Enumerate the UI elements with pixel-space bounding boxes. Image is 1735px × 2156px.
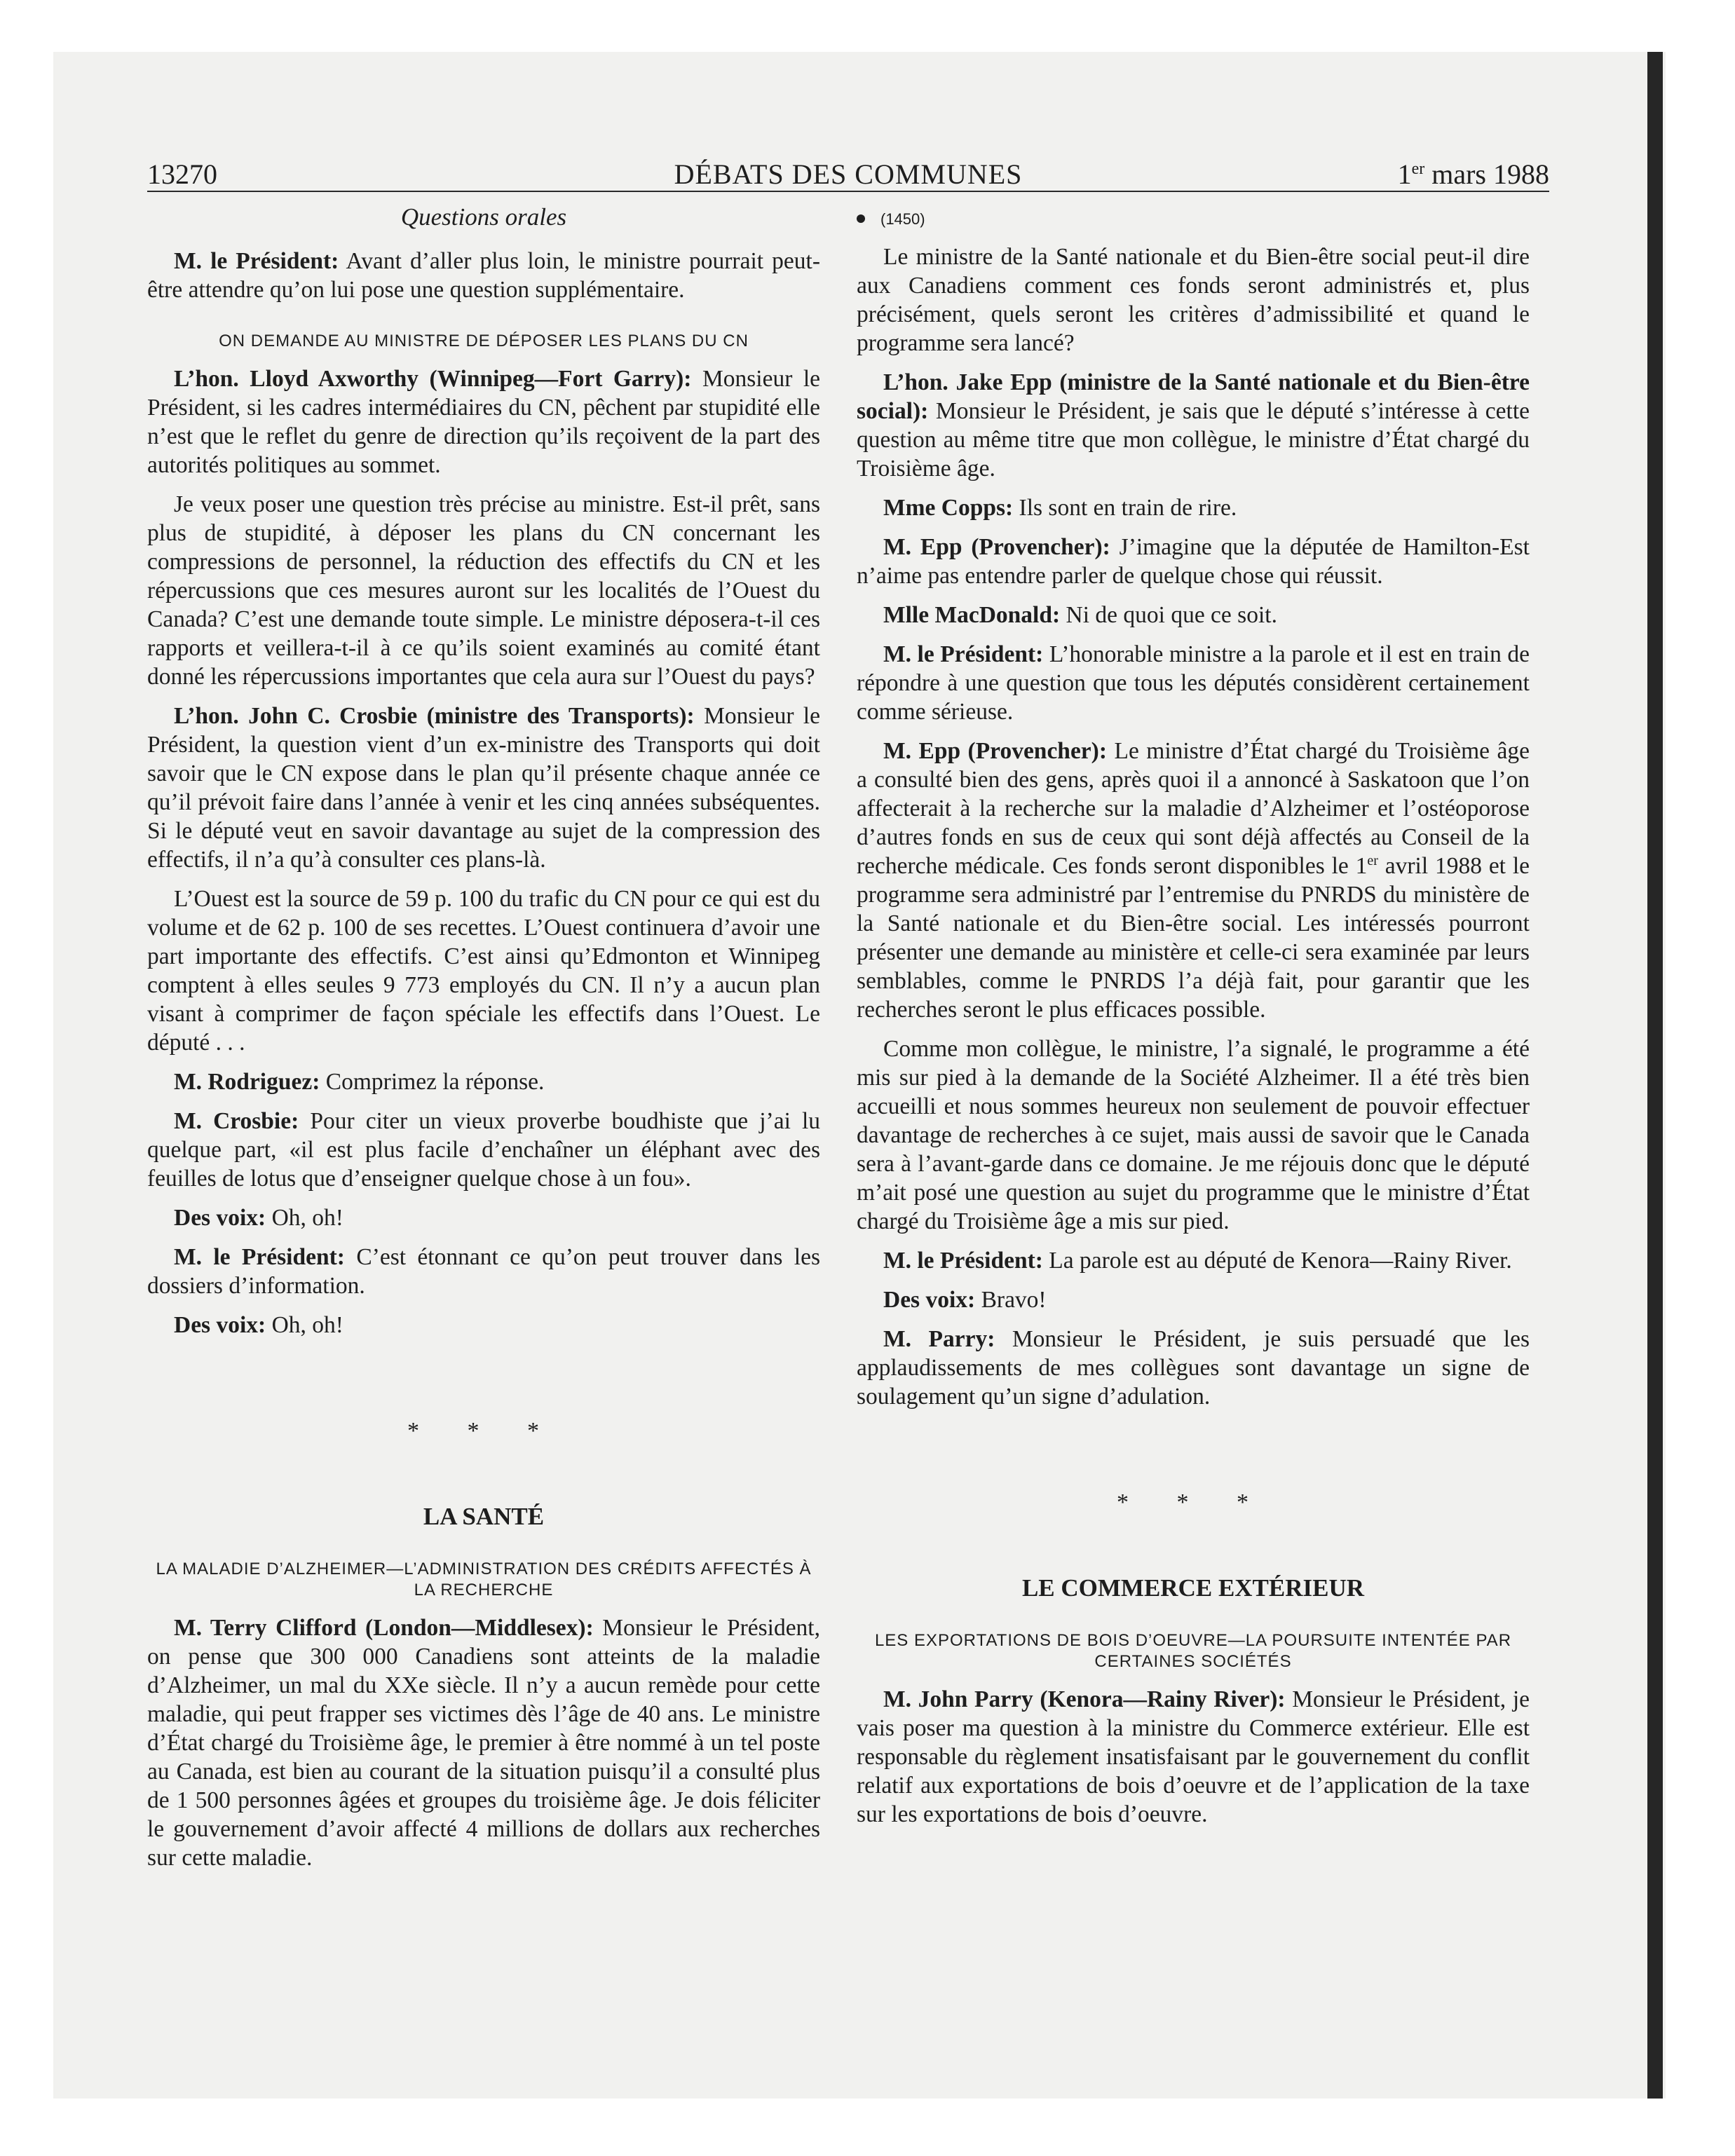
speech-paragraph: M. Terry Clifford (London—Middlesex): Monsieur le Président, on pense que 300 000 Canadiens sont atteints de la maladie d’Alzheimer, un mal du XXe siècle. Il n’y a aucun remède pour cette maladie, qui peut frapper ses victimes dès l’âge de 40 ans. Le ministre d’État chargé du Troisième âge, le premier à être nommé à un tel poste au Canada, est bien au courant de la situation puisqu’il a consulté plus de 1 500 personnes âgées et groupes du troisième âge. Je dois féliciter le gouvernement d’avoir affecté 4 millions de dollars aux recherches sur cette maladie. [147, 1615, 820, 1871]
speech-paragraph: M. le Président: Avant d’aller plus loin, le ministre pourrait peut-être attendre qu’on lui pose une question supplémentaire. [147, 248, 820, 303]
speech-paragraph: M. le Président: L’honorable ministre a la parole et il est en train de répondre à une question que tous les députés considèrent certainement comme sérieuse. [857, 641, 1530, 725]
page-date: 1er mars 1988 [1397, 158, 1549, 190]
speech-paragraph: Des voix: Oh, oh! [174, 1205, 343, 1231]
speech-paragraph: L’hon. John C. Crosbie (ministre des Transports): Monsieur le Président, la question vient d’un ex-ministre des Transports qui doit savoir que le CN expose dans le plan qu’il présente chaque année ce qu’il prévoit faire dans l’année à venir et les cinq années subséquentes. Si le député veut en savoir davantage au sujet de la compression des effectifs, il n’a qu’à consulter ces plans-là. [147, 703, 820, 873]
header-rule [147, 191, 1549, 192]
speech-paragraph: L’hon. Lloyd Axworthy (Winnipeg—Fort Garry): Monsieur le Président, si les cadres intermédiaires du CN, pêchent par stupidité elle n’est que le reflet du genre de direction qu’ils reçoivent de la part des autorités politiques au sommet. [147, 366, 820, 478]
speech-paragraph: Des voix: Bravo! [883, 1287, 1047, 1313]
speech-paragraph: L’Ouest est la source de 59 p. 100 du trafic du CN pour ce qui est du volume et de 62 p. 100 de ses recettes. L’Ouest continuera d’avoir une part importante des effectifs. C’est ainsi qu’Edmonton et Winnipeg comptent à elles seules 9 773 employés du CN. Il n’y a aucun plan visant à comprimer de façon spéciale les effectifs dans l’Ouest. Le député . . . [147, 886, 820, 1056]
section-title: LE COMMERCE EXTÉRIEUR [1021, 1574, 1365, 1602]
section-separator: * * * [407, 1418, 560, 1444]
speech-paragraph: Des voix: Oh, oh! [174, 1312, 343, 1338]
subheading: ON DEMANDE AU MINISTRE DE DÉPOSER LES PLANS DU CN [219, 332, 749, 350]
time-marker: (1450) [857, 209, 1530, 230]
scan-edge-shadow [1647, 52, 1663, 2099]
speech-paragraph: M. Epp (Provencher): J’imagine que la députée de Hamilton-Est n’aime pas entendre parler de quelque chose qui réussit. [857, 534, 1530, 589]
subheading: LES EXPORTATIONS DE BOIS D’OEUVRE—LA POURSUITE INTENTÉE PAR CERTAINES SOCIÉTÉS [874, 1631, 1512, 1671]
section-separator: * * * [1117, 1489, 1270, 1515]
running-head: Questions orales [400, 203, 567, 231]
speech-paragraph: M. Epp (Provencher): Le ministre d’État chargé du Troisième âge a consulté bien des gens, après quoi il a annoncé à Saskatoon que l’on affecterait à la recherche sur la maladie d’Alzheimer et l’ostéoporose d’autres fonds en sus de ceux qui sont déjà affectés au Conseil de la recherche médicale. Ces fonds seront disponibles le 1er avril 1988 et le programme sera administré par l’entremise du PNRDS du ministère de la Santé nationale et du Bien-être social. Les intéressés pourront présenter une demande au ministère et celle-ci sera examinée par leurs semblables, comme le PNRDS l’a déjà fait, pour garantir que les recherches seront le plus efficaces possible. [857, 738, 1530, 1023]
speech-paragraph: Le ministre de la Santé nationale et du Bien-être social peut-il dire aux Canadiens comment ces fonds seront administrés et, plus précisément, quels seront les critères d’admissibilité et quand le programme sera lancé? [857, 244, 1530, 356]
section-title: LA SANTÉ [423, 1503, 545, 1530]
page-header [147, 157, 1549, 192]
speech-paragraph: M. John Parry (Kenora—Rainy River): Monsieur le Président, je vais poser ma question à la ministre du Commerce extérieur. Elle est responsable du règlement insatisfaisant par le gouvernement du conflit relatif aux exportations de bois d’oeuvre et de l’application de la taxe sur les exportations de bois d’oeuvre. [857, 1686, 1530, 1827]
speech-paragraph: M. le Président: C’est étonnant ce qu’on peut trouver dans les dossiers d’information. [147, 1244, 820, 1299]
speech-paragraph: M. Parry: Monsieur le Président, je suis persuadé que les applaudissements de mes collègues sont davantage un signe de soulagement qu’un signe d’adulation. [857, 1326, 1530, 1410]
page-number: 13270 [147, 158, 217, 190]
speech-paragraph: M. Crosbie: Pour citer un vieux proverbe boudhiste que j’ai lu quelque part, «il est plus facile d’enchaîner un éléphant avec des feuilles de lotus que d’enseigner quelque chose à un fou». [147, 1108, 821, 1192]
left-column [147, 202, 820, 1883]
right-column [857, 202, 1530, 1839]
speech-paragraph: Mme Copps: Ils sont en train de rire. [883, 495, 1237, 521]
subheading: LA MALADIE D’ALZHEIMER—L’ADMINISTRATION DES CRÉDITS AFFECTÉS À LA RECHERCHE [156, 1560, 812, 1599]
bullet-icon [857, 214, 865, 223]
speech-paragraph: Je veux poser une question très précise au ministre. Est-il prêt, sans plus de stupidité, à déposer les plans du CN concernant les compressions de personnel, la réduction des effectifs du CN et les répercussions que ces mesures auront sur les localités de l’Ouest du Canada? C’est une demande toute simple. Le ministre déposera-t-il ces rapports et veillera-t-il à ce qu’ils soient examinés au comité étant donné les répercussions importantes que cela aura sur l’Ouest du pays? [147, 491, 820, 690]
speech-paragraph: M. Rodriguez: Comprimez la réponse. [174, 1069, 545, 1095]
publication-title: DÉBATS DES COMMUNES [674, 158, 1023, 190]
speech-paragraph: L’hon. Jake Epp (ministre de la Santé nationale et du Bien-être social): Monsieur le Président, je sais que le député s’intéresse à cette question au même titre que mon collègue, le ministre d’État chargé du Troisième âge. [857, 369, 1530, 482]
speech-paragraph: Mlle MacDonald: Ni de quoi que ce soit. [883, 602, 1277, 628]
speech-paragraph: Comme mon collègue, le ministre, l’a signalé, le programme a été mis sur pied à la demande de la Société Alzheimer. Il a été très bien accueilli et nous sommes heureux non seulement de pouvoir effectuer davantage de recherches à ce sujet, mais aussi de savoir que le Canada sera à l’avant-garde dans ce domaine. Je me réjouis donc que le député m’ait posé une question au sujet du programme que le ministre d’État chargé du Troisième âge a mis sur pied. [857, 1036, 1530, 1234]
speech-paragraph: M. le Président: La parole est au député de Kenora—Rainy River. [883, 1248, 1512, 1274]
